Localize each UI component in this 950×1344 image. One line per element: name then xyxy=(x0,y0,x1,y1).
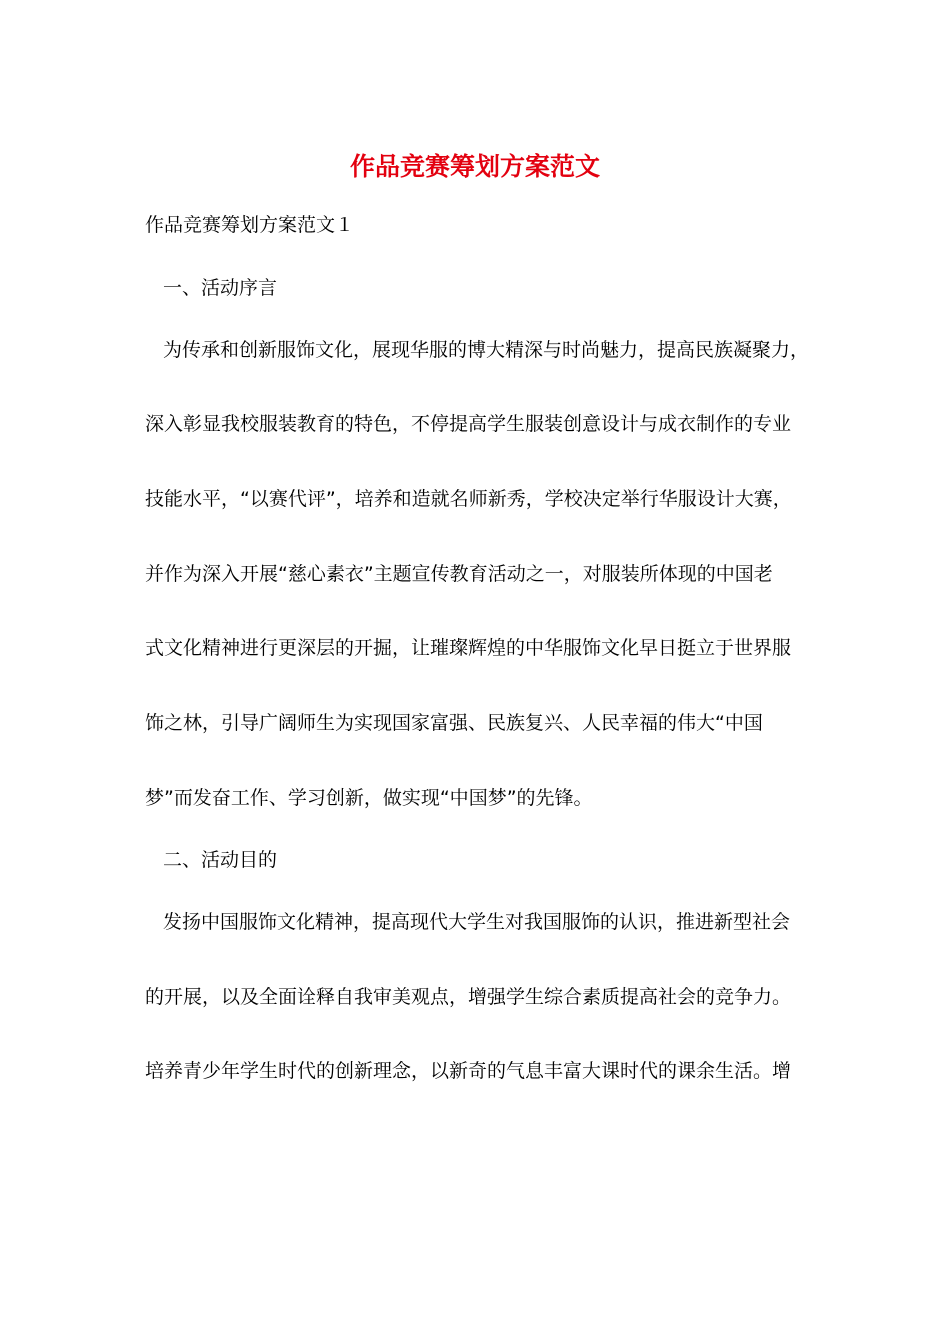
paragraph-line: 的开展，以及全面诠释自我审美观点，增强学生综合素质提高社会的竞争力。 xyxy=(145,986,792,1008)
section-heading-purpose: 二、活动目的 xyxy=(163,849,278,871)
paragraph-line: 梦”而发奋工作、学习创新，做实现“中国梦”的先锋。 xyxy=(145,787,593,809)
paragraph-line: 饰之林，引导广阔师生为实现国家富强、民族复兴、人民幸福的伟大“中国 xyxy=(145,712,763,734)
document-subtitle: 作品竞赛筹划方案范文１ xyxy=(145,214,355,236)
paragraph-line: 深入彰显我校服装教育的特色，不停提高学生服装创意设计与成衣制作的专业 xyxy=(145,413,792,435)
section-heading-preface: 一、活动序言 xyxy=(163,277,278,299)
paragraph-line: 为传承和创新服饰文化，展现华服的博大精深与时尚魅力，提高民族凝聚力， xyxy=(163,339,810,361)
paragraph-line: 式文化精神进行更深层的开掘，让璀璨辉煌的中华服饰文化早日挺立于世界服 xyxy=(145,637,792,659)
document-title: 作品竞赛筹划方案范文 xyxy=(349,152,600,181)
paragraph-line: 并作为深入开展“慈心素衣”主题宣传教育活动之一，对服装所体现的中国老 xyxy=(145,563,773,585)
paragraph-line: 发扬中国服饰文化精神，提高现代大学生对我国服饰的认识，推进新型社会 xyxy=(163,911,791,933)
paragraph-line: 技能水平，“以赛代评”，培养和造就名师新秀，学校决定举行华服设计大赛， xyxy=(145,488,792,510)
paragraph-line: 培养青少年学生时代的创新理念，以新奇的气息丰富大课时代的课余生活。增 xyxy=(145,1060,792,1082)
